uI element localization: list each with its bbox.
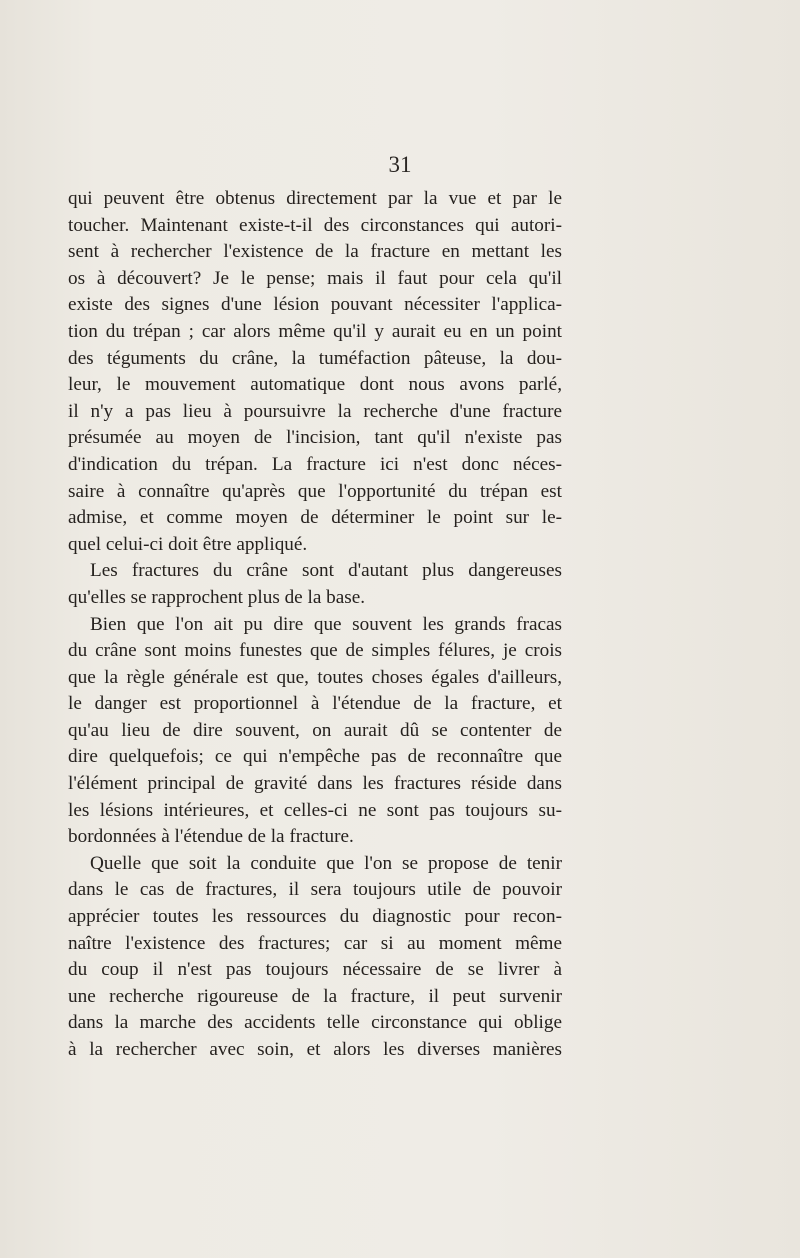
page-number: 31 <box>388 152 412 177</box>
text-line: qui peuvent être obtenus directement par la vue et par le <box>68 188 562 209</box>
text-line: Les fractures du crâne sont d'autant plus dangereuses <box>90 560 562 582</box>
text-line: bordonnées à l'étendue de la fracture. <box>68 826 354 848</box>
paragraph <box>68 851 562 1064</box>
text-line: tion du trépan ; car alors même qu'il y aurait eu en un point <box>68 320 562 342</box>
text-line: os à découvert? Je le pense; mais il faut pour cela qu'il <box>68 267 562 289</box>
text-line: quel celui-ci doit être appliqué. <box>68 533 308 555</box>
text-line: d'indication du trépan. La fracture ici n'est donc néces- <box>68 453 562 475</box>
text-line: des téguments du crâne, la tuméfaction pâteuse, la dou- <box>68 347 562 369</box>
paragraph <box>68 186 562 558</box>
text-line: du coup il n'est pas toujours nécessaire de se livrer à <box>68 959 562 981</box>
body-text <box>68 186 562 1064</box>
text-line: une recherche rigoureuse de la fracture, il peut survenir <box>68 985 562 1007</box>
text-line: dans le cas de fractures, il sera toujours utile de pouvoir <box>68 879 562 901</box>
text-line: du crâne sont moins funestes que de simples félures, je crois <box>68 640 562 662</box>
text-line: dire quelquefois; ce qui n'empêche pas de reconnaître que <box>68 746 562 768</box>
text-line: le danger est proportionnel à l'étendue de la fracture, et <box>68 693 562 715</box>
text-line: à la rechercher avec soin, et alors les diverses manières <box>68 1039 562 1060</box>
text-line: il n'y a pas lieu à poursuivre la recherche d'une fracture <box>68 400 562 422</box>
text-line: Quelle que soit la conduite que l'on se propose de tenir <box>90 852 562 874</box>
paragraph <box>68 612 562 851</box>
text-line: Bien que l'on ait pu dire que souvent les grands fracas <box>90 613 562 635</box>
paragraph <box>68 558 562 611</box>
text-line: saire à connaître qu'après que l'opportunité du trépan est <box>68 480 562 502</box>
text-line: qu'elles se rapprochent plus de la base. <box>68 586 366 608</box>
text-line: sent à rechercher l'existence de la fracture en mettant les <box>68 241 562 263</box>
text-line: toucher. Maintenant existe-t-il des circonstances qui autori- <box>68 214 562 236</box>
text-line: qu'au lieu de dire souvent, on aurait dû se contenter de <box>68 719 562 741</box>
text-line: dans la marche des accidents telle circonstance qui oblige <box>68 1012 562 1034</box>
text-line: les lésions intérieures, et celles-ci ne sont pas toujours su- <box>68 799 562 821</box>
text-line: admise, et comme moyen de déterminer le point sur le- <box>68 507 562 529</box>
text-line: existe des signes d'une lésion pouvant nécessiter l'applica- <box>68 294 562 316</box>
text-line: leur, le mouvement automatique dont nous avons parlé, <box>68 374 562 396</box>
text-line: présumée au moyen de l'incision, tant qu'il n'existe pas <box>68 427 562 449</box>
text-line: apprécier toutes les ressources du diagnostic pour recon- <box>68 906 562 928</box>
text-line: que la règle générale est que, toutes choses égales d'ailleurs, <box>68 666 562 688</box>
text-line: naître l'existence des fractures; car si au moment même <box>68 932 562 954</box>
text-line: l'élément principal de gravité dans les fractures réside dans <box>68 773 562 795</box>
